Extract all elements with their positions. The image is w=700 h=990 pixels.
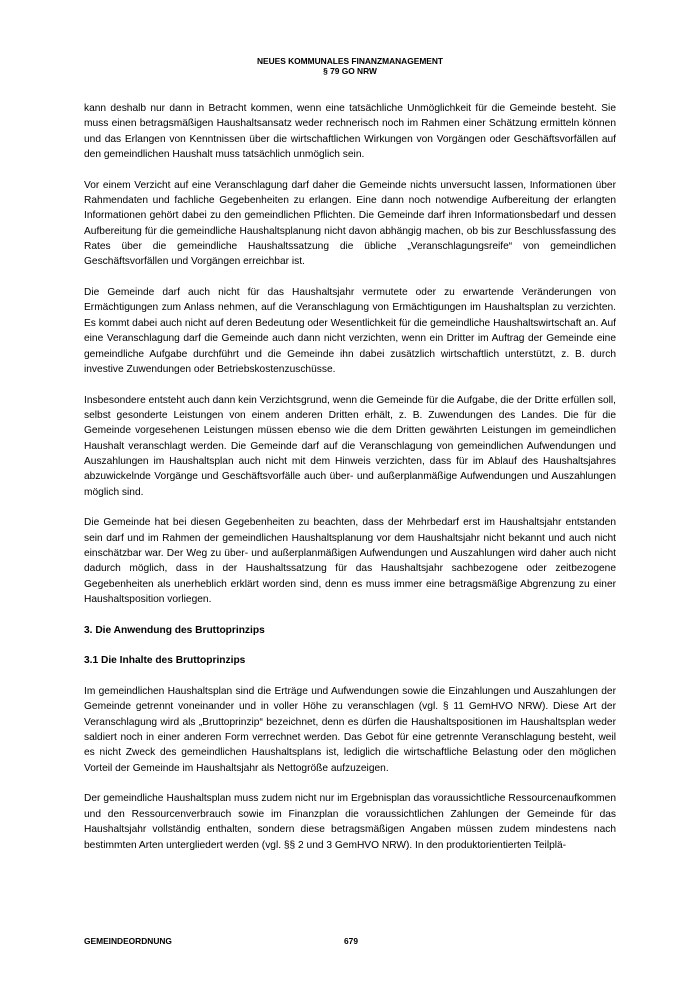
footer-title: GEMEINDEORDNUNG	[84, 936, 172, 946]
paragraph: Der gemeindliche Haushaltsplan muss zudem nicht nur im Ergebnisplan das voraussichtliche Ressourcenaufkommen und den Ressourcenverbrauch sowie im Finanzplan die voraussichtlichen Zahlungen der Gemeinde für das Haushaltsjahr vollständig enthalten, sondern diese betragsmäßigen Angaben müssen zudem mindestens nach bestimmten Arten untergliedert werden (vgl. §§ 2 und 3 GemHVO NRW). In den produktorientierten Teilplä-	[84, 793, 616, 851]
page-header	[0, 56, 700, 76]
paragraph: Im gemeindlichen Haushaltsplan sind die Erträge und Aufwendungen sowie die Einzahlungen und Auszahlungen der Gemeinde getrennt voneinander und in voller Höhe zu veranschlagen (vgl. § 11 GemHVO NRW). Diese Art der Veranschlagung wird als „Bruttoprinzip“ bezeichnet, denn es dürfen die Haushaltspositionen im Haushaltsplan weder saldiert noch in einer anderen Form verrechnet werden. Das Gebot für eine getrennte Veranschlagung besteht, weil es nicht Zweck des gemeindlichen Haushaltsplans ist, lediglich die wirtschaftliche Belastung oder den möglichen Vorteil der Gemeinde im Haushaltsjahr als Nettogröße aufzuzeigen.	[84, 686, 616, 774]
paragraph: Die Gemeinde darf auch nicht für das Haushaltsjahr vermutete oder zu erwartende Veränderungen von Ermächtigungen zum Anlass nehmen, auf die Veranschlagung von Ermächtigungen im Haushaltsplan zu verzichten. Es kommt dabei auch nicht auf deren Bedeutung oder Wesentlichkeit für die gemeindliche Haushaltswirtschaft an. Auf eine Veranschlagung darf die Gemeinde auch dann nicht verzichten, wenn ein Dritter im Auftrag der Gemeinde eine gemeindliche Aufgabe durchführt und die Gemeinde ihn dabei zusätzlich wirtschaftlich unterstützt, z. B. durch investive Zuwendungen oder Betriebskostenzuschüsse.	[84, 287, 616, 375]
subsection-heading: 3.1 Die Inhalte des Bruttoprinzips	[84, 655, 246, 667]
paragraph: Die Gemeinde hat bei diesen Gegebenheiten zu beachten, dass der Mehrbedarf erst im Haushaltsjahr entstanden sein darf und im Rahmen der gemeindlichen Haushaltsplanung vor dem Haushaltsjahr nicht bekannt und auch nicht einschätzbar war. Der Weg zu über- und außerplanmäßigen Aufwendungen und Auszahlungen wird daher auch nicht dadurch möglich, dass in der Haushaltssatzung für das Haushaltsjahr sachbezogene oder zeitbezogene Gegebenheiten als unerheblich erklärt worden sind, denn es muss immer eine betragsmäßige Abgrenzung zu einer Haushaltsposition vorliegen.	[84, 517, 616, 605]
paragraph: Vor einem Verzicht auf eine Veranschlagung darf daher die Gemeinde nichts unversucht lassen, Informationen über Rahmendaten und fachliche Gegebenheiten zu erlangen. Eine dann noch notwendige Aufbereitung der erlangten Informationen gehört dabei zu den gemeindlichen Pflichten. Die Gemeinde darf ihren Informationsbedarf und dessen Aufbereitung für die gemeindliche Haushaltsplanung nicht davon abhängig machen, ob bis zur Beschlussfassung des Rates über die gemeindliche Haushaltssatzung die übliche „Veranschlagungsreife“ von gemeindlichen Geschäftsvorfällen und Vorgängen erreichbar ist.	[84, 179, 616, 268]
header-title: NEUES KOMMUNALES FINANZMANAGEMENT	[256, 56, 444, 66]
page-number: 679	[344, 936, 358, 946]
document-body	[84, 101, 616, 868]
paragraph: kann deshalb nur dann in Betracht kommen, wenn eine tatsächliche Unmöglichkeit für die Gemeinde besteht. Sie muss einen betragsmäßigen Haushaltsansatz weder rechnerisch noch im Rahmen einer Schätzung ermitteln können und das Erlangen von Kenntnissen über die wirtschaftlichen Wirkungen von Vorgängen oder Geschäftsvorfällen auf den gemeindlichen Haushalt muss tatsächlich unmöglich sein.	[84, 103, 616, 161]
paragraph: Insbesondere entsteht auch dann kein Verzichtsgrund, wenn die Gemeinde für die Aufgabe, die der Dritte erfüllen soll, selbst gesonderte Leistungen von einem anderen Dritten erhält, z. B. Zuwendungen des Landes. Die für die Gemeinde vorgesehenen Leistungen müssen ebenso wie die dem Dritten gewährten Leistungen im gemeindlichen Haushalt veranschlagt werden. Die Gemeinde darf auf die Veranschlagung von gemeindlichen Aufwendungen und Auszahlungen im Haushaltsplan auch nicht mit dem Hinweis verzichten, dass für im Ablauf des Haushaltsjahres abzuwickelnde Vorgänge und Geschäftsvorfälle auch über- und außerplanmäßige Aufwendungen und Auszahlungen möglich sind.	[84, 394, 616, 498]
header-section: § 79 GO NRW	[323, 66, 377, 76]
section-heading: 3. Die Anwendung des Bruttoprinzips	[84, 624, 265, 636]
